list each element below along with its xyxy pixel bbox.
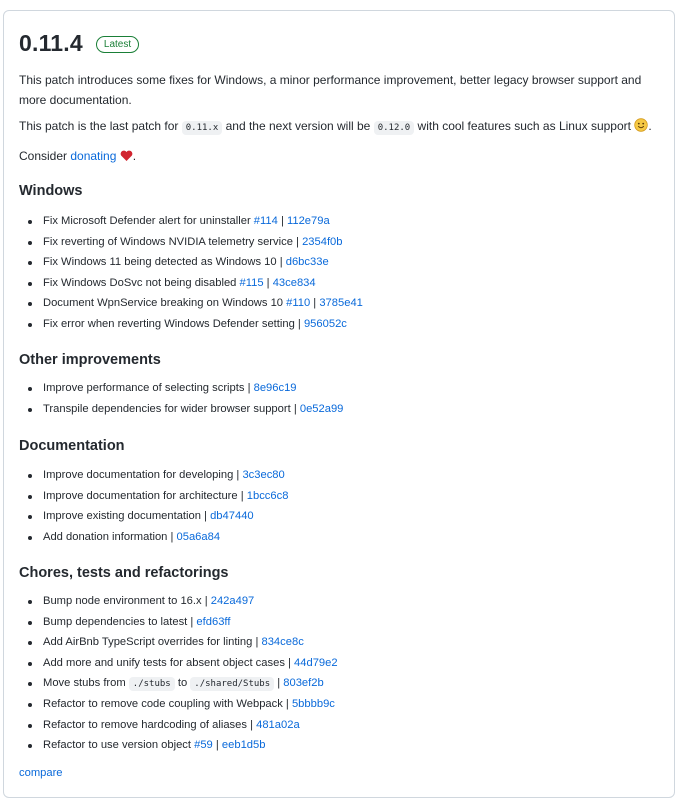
commit-link[interactable]: eeb1d5b [221, 739, 266, 752]
last-patch-text-3: with cool features such as Linux support [414, 119, 635, 133]
commit-link[interactable]: 05a6a84 [176, 530, 221, 543]
path-code-stubs: ./stubs [129, 677, 175, 691]
item-text: Improve documentation for architecture [43, 489, 238, 502]
version-code-0-11-x: 0.11.x [182, 121, 223, 135]
separator: | [310, 297, 320, 310]
list-item [19, 527, 659, 548]
separator: | [212, 739, 222, 752]
item-text-2: to [174, 677, 191, 690]
section-heading-chores: Chores, tests and refactorings [19, 565, 229, 581]
separator: | [284, 656, 295, 669]
commit-link[interactable]: 0e52a99 [299, 402, 344, 415]
issue-link[interactable]: #59 [194, 739, 213, 752]
consider-text: Consider [19, 149, 71, 163]
path-code-shared-stubs: ./shared/Stubs [190, 677, 274, 691]
commit-link[interactable]: 43ce834 [272, 276, 316, 289]
separator: | [201, 595, 211, 607]
documentation-list [19, 465, 659, 547]
separator: | [276, 256, 286, 269]
latest-badge: Latest [96, 36, 139, 53]
commit-link[interactable]: 956052c [303, 317, 347, 330]
issue-link[interactable]: #114 [253, 215, 278, 227]
item-text: Refactor to remove hardcoding of aliases [43, 718, 247, 731]
item-text: Fix Microsoft Defender alert for uninstaller [43, 215, 254, 227]
release-header [19, 29, 139, 57]
list-item [19, 694, 659, 715]
item-text: Bump node environment to 16.x [43, 595, 202, 607]
chores-list [19, 591, 659, 756]
version-code-0-12-0: 0.12.0 [374, 121, 415, 135]
item-text: Improve performance of selecting scripts [43, 382, 245, 394]
commit-link[interactable]: 3785e41 [319, 297, 363, 310]
separator: | [274, 677, 284, 690]
separator: | [290, 402, 300, 415]
separator: | [263, 276, 273, 289]
issue-link[interactable]: #110 [286, 297, 311, 310]
consider-donating [19, 146, 664, 168]
commit-link[interactable]: 3c3ec80 [242, 469, 285, 481]
list-item [19, 632, 659, 653]
commit-link[interactable]: 1bcc6c8 [246, 489, 289, 502]
commit-link[interactable]: 5bbbb9c [291, 697, 335, 710]
other-improvements-list [19, 378, 659, 419]
list-item [19, 735, 659, 756]
list-item [19, 378, 659, 399]
last-patch-text-1: This patch is the last patch for [19, 119, 182, 133]
last-patch-text-2: and the next version will be [222, 119, 374, 133]
smiling-face-emoji-icon [634, 118, 648, 138]
separator: | [277, 215, 287, 227]
list-item [19, 506, 659, 527]
commit-link[interactable]: db47440 [210, 510, 254, 523]
list-item [19, 591, 659, 612]
list-item [19, 232, 659, 253]
commit-link[interactable]: efd63ff [196, 615, 231, 628]
windows-list [19, 211, 659, 335]
item-text: Fix reverting of Windows NVIDIA telemetry service [43, 235, 293, 248]
item-text: Fix error when reverting Windows Defender setting [43, 317, 295, 330]
separator: | [252, 636, 262, 649]
release-version-title[interactable]: 0.11.4 [19, 30, 83, 56]
commit-link[interactable]: 2354f0b [302, 235, 343, 248]
separator: | [292, 235, 303, 248]
item-text: Move stubs from [43, 677, 129, 690]
compare-link[interactable]: compare [19, 767, 63, 779]
item-text: Improve documentation for developing [43, 469, 234, 481]
commit-link[interactable]: d6bc33e [285, 256, 329, 269]
separator: | [294, 317, 304, 330]
separator: | [200, 510, 211, 523]
list-item [19, 314, 659, 335]
section-heading-documentation: Documentation [19, 438, 125, 454]
section-heading-other-improvements: Other improvements [19, 352, 161, 368]
release-card [3, 10, 675, 798]
list-item [19, 211, 659, 232]
separator: | [244, 382, 254, 394]
list-item [19, 612, 659, 633]
consider-period: . [132, 149, 137, 163]
item-text: Fix Windows 11 being detected as Windows 10 [43, 256, 277, 269]
list-item [19, 486, 659, 507]
commit-link[interactable]: 834ce8c [261, 636, 304, 649]
separator: | [246, 718, 257, 731]
list-item [19, 273, 659, 294]
list-item [19, 715, 659, 736]
separator: | [187, 615, 197, 628]
commit-link[interactable]: 481a02a [256, 718, 300, 731]
commit-link[interactable]: 44d79e2 [294, 656, 338, 669]
issue-link[interactable]: #115 [239, 276, 264, 289]
release-intro: This patch introduces some fixes for Windows, a minor performance improvement, better legacy browser support and more documentation. [19, 73, 642, 107]
separator: | [233, 469, 243, 481]
list-item [19, 673, 659, 694]
list-item [19, 399, 659, 420]
commit-link[interactable]: 242a497 [210, 595, 255, 607]
list-item [19, 465, 659, 486]
commit-link[interactable]: 112e79a [286, 215, 330, 227]
commit-link[interactable]: 8e96c19 [253, 382, 297, 394]
list-item [19, 252, 659, 273]
list-item [19, 293, 659, 314]
separator: | [237, 489, 247, 502]
heart-icon [120, 148, 133, 168]
item-text: Add AirBnb TypeScript overrides for linting [43, 636, 253, 649]
item-text: Improve existing documentation [43, 510, 201, 523]
item-text: Transpile dependencies for wider browser support [43, 402, 291, 415]
commit-link[interactable]: 803ef2b [283, 677, 324, 690]
item-text: Document WpnService breaking on Windows 10 [43, 297, 287, 310]
section-heading-windows: Windows [19, 183, 83, 199]
donating-link[interactable]: donating [70, 149, 117, 163]
item-text: Bump dependencies to latest [43, 615, 188, 628]
last-patch-note [19, 116, 664, 138]
item-text: Fix Windows DoSvc not being disabled [43, 276, 240, 289]
separator: | [167, 530, 177, 543]
last-patch-text-4: . [648, 119, 652, 133]
item-text: Refactor to remove code coupling with Webpack [43, 697, 283, 710]
item-text: Add more and unify tests for absent object cases [43, 656, 285, 669]
list-item [19, 653, 659, 674]
separator: | [282, 697, 292, 710]
item-text: Add donation information [43, 530, 168, 543]
item-text: Refactor to use version object [43, 739, 195, 752]
